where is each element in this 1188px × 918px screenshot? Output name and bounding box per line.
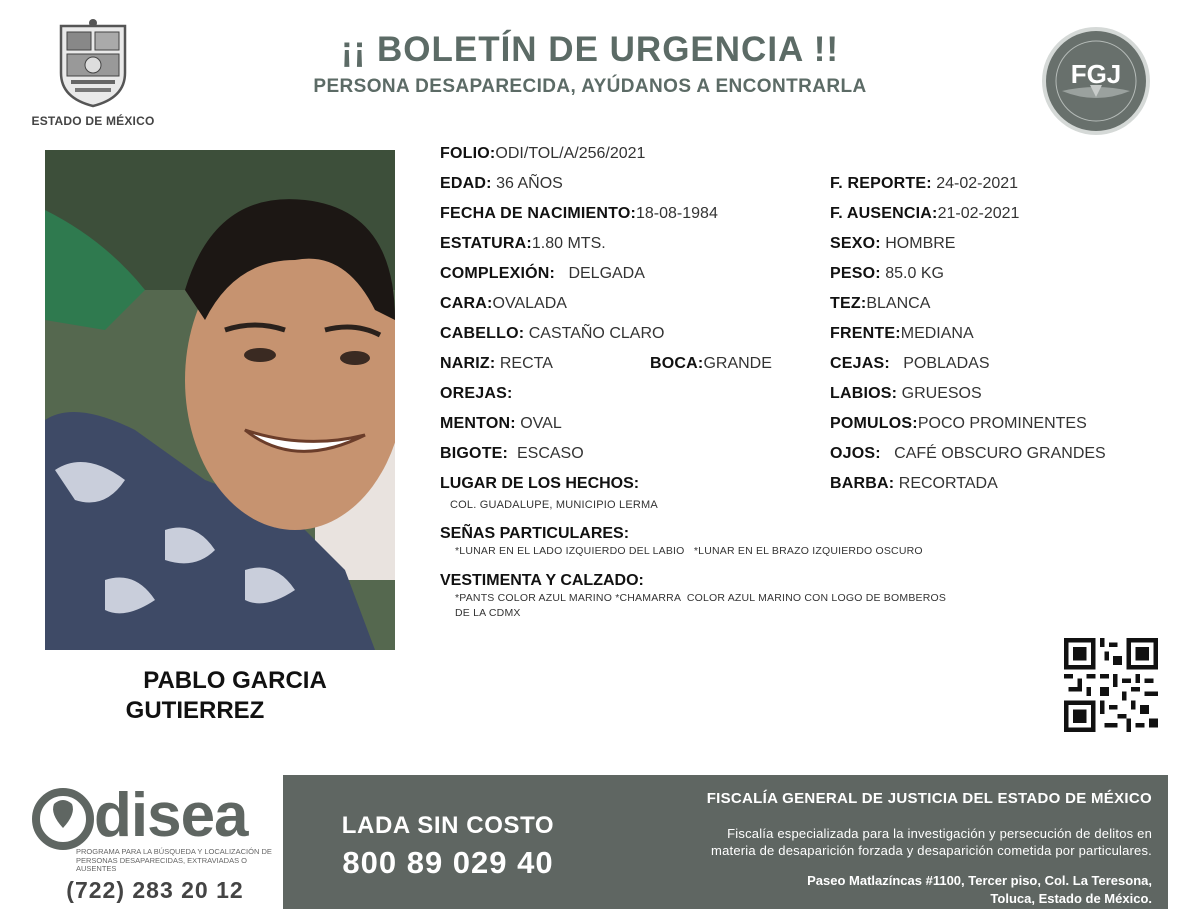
- field-label: CEJAS:: [830, 355, 890, 372]
- fiscalia-description-line1: Fiscalía especializada para la investigación y persecución de delitos en: [727, 826, 1152, 841]
- field-barba: [830, 475, 998, 493]
- fgj-acronym: FGJ: [1070, 59, 1122, 89]
- field-peso: [830, 265, 944, 283]
- lugar-hechos-value: COL. GUADALUPE, MUNICIPIO LERMA: [450, 499, 658, 511]
- field-tez: [830, 295, 930, 313]
- qr-code-icon: [1064, 638, 1158, 732]
- person-photo: [45, 150, 395, 650]
- coat-of-arms-icon: [53, 18, 133, 108]
- field-value: BLANCA: [866, 295, 931, 312]
- fiscalia-address-line1: Paseo Matlazíncas #1100, Tercer piso, Col. La Teresona,: [807, 873, 1152, 888]
- field-label: OREJAS:: [440, 385, 513, 402]
- fiscalia-address-line2: Toluca, Estado de México.: [990, 891, 1152, 906]
- fgj-seal: [1040, 25, 1152, 137]
- field-value: ESCASO: [516, 445, 584, 462]
- field-value: CAFÉ OBSCURO GRANDES: [894, 445, 1106, 462]
- field-nariz: [440, 355, 553, 373]
- field-label: BOCA:: [650, 355, 704, 372]
- field-value: RECORTADA: [898, 475, 998, 492]
- field-frente: [830, 325, 974, 343]
- field-label: POMULOS:: [830, 415, 918, 432]
- odisea-phone: (722) 283 20 12: [66, 877, 244, 903]
- field-edad: [440, 175, 563, 193]
- field-label: MENTON:: [440, 415, 516, 432]
- odisea-caption: PROGRAMA PARA LA BÚSQUEDA Y LOCALIZACIÓN DE PERSONAS DESAPARECIDAS, EXTRAVIADAS O AUSENTES: [76, 847, 272, 873]
- state-label: ESTADO DE MÉXICO: [31, 114, 155, 128]
- person-name-line2: GUTIERREZ: [125, 697, 265, 724]
- field-label: PESO:: [830, 265, 881, 282]
- field-labios: [830, 385, 982, 403]
- field-value: 21-02-2021: [937, 205, 1020, 222]
- senas-label: SEÑAS PARTICULARES:: [440, 525, 630, 542]
- field-value: POCO PROMINENTES: [917, 415, 1087, 432]
- vestimenta-line2: DE LA CDMX: [455, 607, 521, 619]
- bulletin-title: ¡¡ BOLETÍN DE URGENCIA !!: [340, 30, 840, 69]
- fiscalia-address: [600, 872, 1152, 908]
- field-value: DELGADA: [568, 265, 645, 282]
- estado-de-mexico-logo: [30, 18, 156, 130]
- field-label: TEZ:: [830, 295, 867, 312]
- field-label: BIGOTE:: [440, 445, 509, 462]
- field-label: F. REPORTE:: [830, 175, 932, 192]
- field-boca: [650, 355, 772, 373]
- field-label: EDAD:: [440, 175, 492, 192]
- person-name-line1: PABLO GARCIA: [143, 667, 327, 694]
- field-folio: [440, 145, 645, 163]
- fgj-seal-icon: [1040, 25, 1152, 137]
- field-label: BARBA:: [830, 475, 895, 492]
- person-name: [60, 666, 410, 726]
- field-f-reporte: [830, 175, 1018, 193]
- field-value: GRUESOS: [901, 385, 982, 402]
- field-value: 1.80 MTS.: [531, 235, 606, 252]
- field-cejas: [830, 355, 990, 373]
- field-bigote: [440, 445, 584, 463]
- odisea-wordmark: disea: [94, 781, 248, 850]
- field-label: ESTATURA:: [440, 235, 532, 252]
- fiscalia-description: [600, 825, 1152, 859]
- field-cabello: [440, 325, 664, 343]
- field-value: 24-02-2021: [936, 175, 1019, 192]
- field-value: POBLADAS: [903, 355, 990, 372]
- field-value: 36 AÑOS: [496, 175, 563, 192]
- fiscalia-title: FISCALÍA GENERAL DE JUSTICIA DEL ESTADO DE MÉXICO: [706, 790, 1152, 807]
- qr-code[interactable]: [1064, 638, 1158, 732]
- field-value: CASTAÑO CLARO: [528, 325, 665, 342]
- field-fecha-nacimiento: [440, 205, 718, 223]
- lugar-hechos-label: LUGAR DE LOS HECHOS:: [440, 475, 640, 492]
- odisea-pin-icon: [32, 788, 94, 850]
- lada-sin-costo-number: 800 89 029 40: [342, 845, 554, 880]
- field-sexo: [830, 235, 955, 253]
- field-label: NARIZ:: [440, 355, 496, 372]
- senas-value: *LUNAR EN EL LADO IZQUIERDO DEL LABIO *LUNAR EN EL BRAZO IZQUIERDO OSCURO: [455, 545, 923, 557]
- field-value: 85.0 KG: [885, 265, 944, 282]
- field-label: FRENTE:: [830, 325, 901, 342]
- field-label: FOLIO:: [440, 145, 496, 162]
- field-label: FECHA DE NACIMIENTO:: [440, 205, 636, 222]
- field-value: OVALADA: [492, 295, 567, 312]
- field-ojos: [830, 445, 1106, 463]
- field-orejas: [440, 385, 513, 403]
- bulletin-subtitle: PERSONA DESAPARECIDA, AYÚDANOS A ENCONTRARLA: [313, 76, 867, 97]
- field-label: CARA:: [440, 295, 493, 312]
- field-value: MEDIANA: [900, 325, 974, 342]
- field-label: LABIOS:: [830, 385, 898, 402]
- vestimenta-label: VESTIMENTA Y CALZADO:: [440, 572, 644, 589]
- field-label: SEXO:: [830, 235, 881, 252]
- vestimenta-line1: *PANTS COLOR AZUL MARINO *CHAMARRA COLOR AZUL MARINO CON LOGO DE BOMBEROS: [455, 592, 947, 604]
- field-value: 18-08-1984: [636, 205, 718, 222]
- person-photo-icon: [45, 150, 395, 650]
- field-cara: [440, 295, 567, 313]
- field-value: HOMBRE: [885, 235, 956, 252]
- field-label: COMPLEXIÓN:: [440, 265, 556, 282]
- field-estatura: [440, 235, 606, 253]
- field-value: GRANDE: [703, 355, 772, 372]
- field-menton: [440, 415, 562, 433]
- field-f-ausencia: [830, 205, 1019, 223]
- field-pomulos: [830, 415, 1087, 433]
- field-label: CABELLO:: [440, 325, 525, 342]
- field-label: OJOS:: [830, 445, 881, 462]
- field-label: F. AUSENCIA:: [830, 205, 938, 222]
- lada-sin-costo-label: LADA SIN COSTO: [341, 812, 555, 839]
- field-value: ODI/TOL/A/256/2021: [495, 145, 646, 162]
- fiscalia-description-line2: materia de desaparición forzada y desaparición cometida por particulares.: [711, 843, 1152, 858]
- field-value: OVAL: [520, 415, 562, 432]
- field-value: RECTA: [499, 355, 553, 372]
- odisea-logo: [32, 781, 277, 876]
- field-complexion: [440, 265, 645, 283]
